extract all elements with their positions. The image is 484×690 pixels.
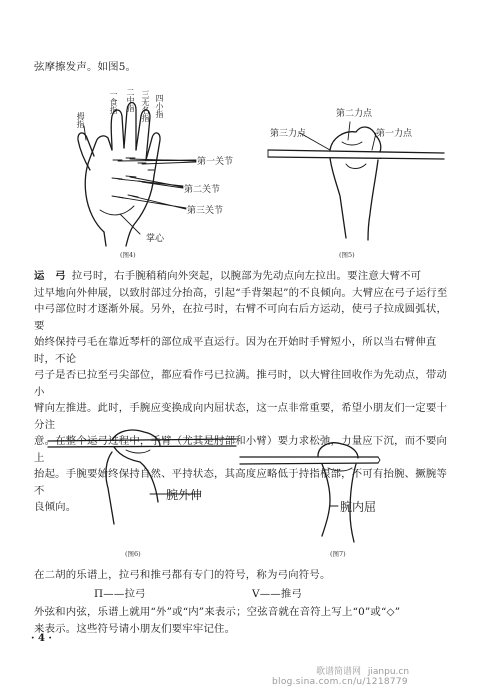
- figure-6-caption: (图6): [125, 550, 141, 558]
- watermark-blog: blog.sina.com.cn/u/1218779: [272, 677, 408, 687]
- intro-line: 弦摩擦发声。如图5。: [34, 61, 137, 73]
- palm-label: 掌心: [146, 234, 165, 244]
- figure-4-caption: (图4): [120, 251, 136, 259]
- section-line-5: 弓子是否已拉至弓尖部位，都应看作弓已拉满。推弓时，以大臂往回收作为先动点，带动小: [34, 369, 448, 398]
- finger-label-little: 四小指: [155, 94, 164, 118]
- force-point-third-label: 第三力点: [270, 129, 307, 139]
- strings-line-1: 外弦和内弦，乐谱上就用“外”或“内”来表示；空弦音就在音符上写上“0”或“◇”: [34, 606, 401, 618]
- strings-line-2: 来表示。这些符号请小朋友们要牢牢记住。: [34, 622, 236, 635]
- finger-label-ring: 三无名指: [141, 90, 150, 122]
- pull-bow-symbol: П——拉弓: [94, 587, 146, 600]
- section-line-9: 良倾向。: [34, 501, 77, 513]
- section-line-7: 意。在整个运弓过程中，手臂（尤其是肘部和小臂）要力求松弛，力量应下沉，而不要向上: [34, 435, 448, 464]
- joint-label-first: 第一关节: [197, 157, 234, 167]
- section-line-4: 始终保持弓毛在靠近琴杆的部位成平直运行。因为在开始时手臂短小，所以当右臂伸直时，不论: [34, 336, 437, 365]
- watermark-site: [316, 664, 409, 677]
- section-line-2: 过早地向外伸展，以致肘部过分抬高，引起“手背架起”的不良倾向。大臂应在弓子运行至: [34, 286, 448, 299]
- watermark-site-url: jianpu.cn: [367, 667, 410, 677]
- section-line-8: 抬起。手腕要始终保持自然、平持状态，其高度应略低于持指根部，不可有抬腕、撅腕等不: [34, 468, 448, 497]
- joint-label-third: 第三关节: [187, 206, 224, 216]
- figure-7-caption: (图7): [330, 550, 346, 558]
- section-line-1: 拉弓时，右手腕稍稍向外突起，以腕部为先动点向左拉出。要注意大臂不可: [71, 270, 422, 282]
- force-point-second-label: 第二力点: [336, 109, 373, 119]
- section-line-6: 臂向左推进。此时，手腕应变换成向内屈状态，这一点非常重要，希望小朋友们一定要十分注: [34, 402, 448, 431]
- wrist-inward-label: 腕内屈: [340, 500, 377, 514]
- section-line-3: 中弓部位时才逐渐外展。另外，在拉弓时，右臂不可向右后方运动，使弓子拉成圆弧状，要: [34, 303, 448, 332]
- wrist-outward-label: 腕外伸: [166, 488, 203, 502]
- joint-label-second: 第二关节: [184, 185, 221, 195]
- notation-section: [34, 567, 454, 637]
- finger-label-thumb: 拇指: [76, 112, 85, 128]
- watermark-site-cn: 歌谱简谱网: [316, 667, 362, 677]
- figure-5-caption: (图5): [339, 251, 355, 259]
- notation-intro: 在二胡的乐谱上，拉弓和推弓都有专门的符号，称为弓向符号。: [34, 569, 331, 581]
- finger-label-middle: 二中指: [126, 88, 135, 112]
- page-number: · 4 ·: [31, 633, 52, 644]
- push-bow-symbol: V——推弓: [252, 587, 303, 600]
- finger-label-index: 一食指: [109, 90, 118, 114]
- section-title: 运 弓: [34, 270, 66, 282]
- force-point-first-label: 第一力点: [376, 129, 413, 139]
